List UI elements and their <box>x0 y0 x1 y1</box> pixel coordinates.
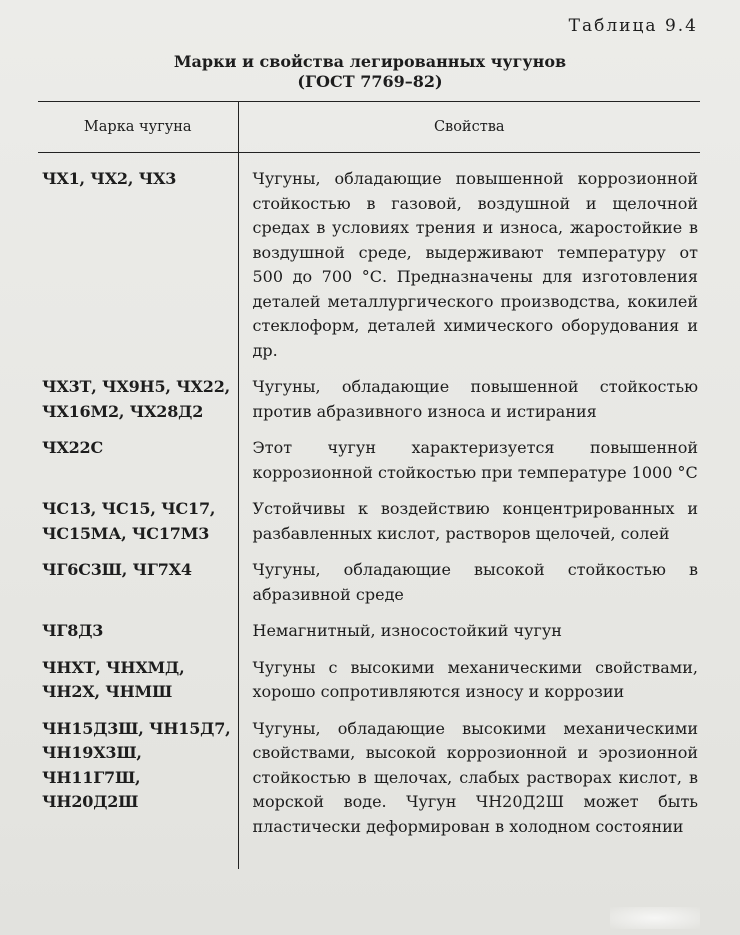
grade-cell: ЧН15Д3Ш, ЧН15Д7, ЧН19Х3Ш, ЧН11Г7Ш, ЧН20Д2Ш <box>38 717 238 870</box>
properties-cell: Чугуны, обладающие высокой стойкостью в абразивной среде <box>252 560 698 604</box>
table-number: Таблица 9.4 <box>568 16 698 36</box>
table-row <box>38 656 700 717</box>
table-caption <box>0 52 740 92</box>
properties-cell: Чугуны, обладающие высокими механическими свойствами, высокой коррозионной и эрозионной стойкостью в щелочах, слабых растворах кислот, в морской воде. Чугун ЧН20Д2Ш может быть пластически деформирован в холодном состоянии <box>252 718 698 836</box>
table-row <box>38 717 700 870</box>
properties-cell: Чугуны, обладающие повышенной коррозионной стойкостью в газовой, воздушной и щелочной средах в условиях трения и износа, жаростойкие в воздушной среде, выдерживают температуру от 500 до 700 °С. Предназначены для изготовления деталей металлургического производства, кокилей стеклоформ, деталей химического оборудования и др. <box>252 169 698 360</box>
header-grade: Марка чугуна <box>38 102 238 153</box>
table-header-row <box>38 102 700 153</box>
header-properties: Свойства <box>238 102 700 153</box>
grade-cell: ЧГ6С3Ш, ЧГ7Х4 <box>38 558 238 619</box>
grade-cell: ЧНХТ, ЧНХМД, ЧН2Х, ЧНМШ <box>38 656 238 717</box>
grade-cell: ЧГ8Д3 <box>38 619 238 656</box>
table-row <box>38 436 700 497</box>
properties-cell: Этот чугун характеризуется повышенной коррозионной стойкостью при температуре 1000 °С <box>252 438 698 482</box>
alloy-cast-iron-table <box>38 101 700 869</box>
table-row <box>38 558 700 619</box>
grade-cell: ЧС13, ЧС15, ЧС17, ЧС15МА, ЧС17М3 <box>38 497 238 558</box>
grade-cell: ЧХ1, ЧХ2, ЧХ3 <box>38 153 238 376</box>
grade-cell: ЧХ22С <box>38 436 238 497</box>
table-row <box>38 375 700 436</box>
paper-highlight <box>610 907 700 929</box>
properties-cell: Чугуны с высокими механическими свойствами, хорошо сопротивляются износу и коррозии <box>252 657 698 701</box>
caption-standard: (ГОСТ 7769–82) <box>297 72 443 91</box>
caption-title: Марки и свойства легированных чугунов <box>173 52 567 71</box>
properties-cell: Чугуны, обладающие повышенной стойкостью против абразивного износа и истирания <box>252 377 698 421</box>
table-row <box>38 619 700 656</box>
properties-cell: Устойчивы к воздействию концентрированных и разбавленных кислот, растворов щелочей, солей <box>252 499 698 543</box>
table-row <box>38 153 700 376</box>
table-row <box>38 497 700 558</box>
grade-cell: ЧХ3Т, ЧХ9Н5, ЧХ22, ЧХ16М2, ЧХ28Д2 <box>38 375 238 436</box>
properties-cell: Немагнитный, износостойкий чугун <box>252 621 562 640</box>
